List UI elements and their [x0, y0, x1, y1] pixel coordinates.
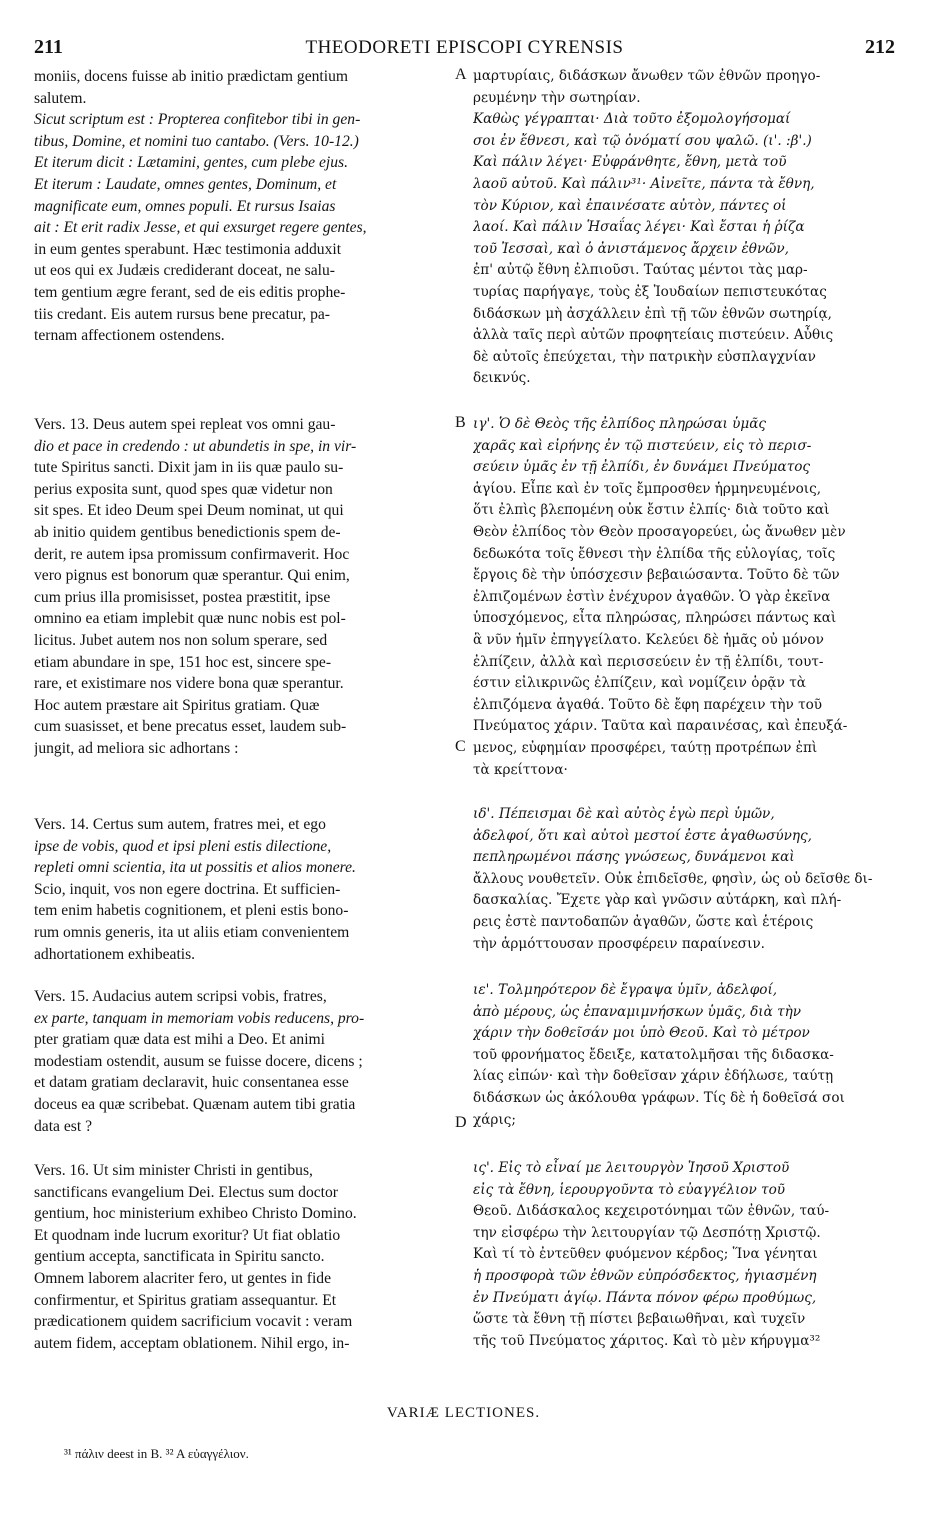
greek-line: την εἰσφέρω τὴν λειτουργίαν τῷ Δεσπότῃ Χριστῷ.	[473, 1224, 821, 1241]
latin-line: Et iterum : Laudate, omnes gentes, Dominum, et	[34, 175, 337, 193]
greek-line: λίας εἰπών· καὶ τὴν δοθεῖσαν χάριν ἐδήλωσε, ταύτῃ	[473, 1068, 834, 1085]
greek-line: λαοῦ αὐτοῦ. Καὶ πάλιν³¹· Αἰνεῖτε, πάντα τὰ ἔθνη,	[473, 175, 815, 192]
greek-line: ἐλπιζομένων ἐστὶν ἐνέχυρον ἀγαθῶν. Ὁ γὰρ ἐκεῖνα	[473, 588, 831, 605]
greek-line: μενος, εὐφημίαν προσφέρει, ταύτῃ προτρέπων ἐπὶ	[473, 739, 818, 756]
latin-line: Sicut scriptum est : Propterea confitebor tibi in gen-	[34, 111, 361, 129]
latin-line: doceus ea quæ scribebat. Quænam autem tibi gratia	[34, 1095, 356, 1113]
latin-line: Vers. 16. Ut sim minister Christi in gentibus,	[34, 1162, 313, 1179]
greek-line: τοῦ Ἰεσσαὶ, καὶ ὁ ἀνιστάμενος ἄρχειν ἐθνῶν,	[473, 240, 789, 257]
greek-line: ὅτι ἐλπὶς βλεπομένη οὐκ ἔστιν ἐλπίς· διὰ τοῦτο καὶ	[473, 502, 830, 519]
greek-line: ἃ νῦν ἡμῖν ἐπηγγείλατο. Κελεύει δὲ ἡμᾶς οὐ μόνον	[473, 631, 824, 648]
greek-line: Θεὸν ἐλπίδος τὸν Θεὸν προσαγορεύει, ὡς ἄνωθεν μὲν	[473, 523, 846, 540]
greek-line: έστιν εἰλικρινῶς ἐλπίζειν, καὶ νομίζειν ὁρᾷν τὰ	[473, 675, 806, 692]
greek-line: ἁγίου. Εἶπε καὶ ἐν τοῖς ἔμπροσθεν ἡρμηνευμένοις,	[473, 480, 822, 497]
latin-line: ab initio quidem gentibus benedictionis spem de-	[34, 523, 341, 541]
margin-marker-a: A	[455, 66, 467, 83]
greek-line: Καθὼς γέγραπται· Διὰ τοῦτο ἐξομολογήσομαί	[473, 111, 791, 128]
greek-line: σεύειν ὑμᾶς ἐν τῇ ἐλπίδι, ἐν δυνάμει Πνεύματος	[473, 459, 811, 476]
running-title: THEODORETI EPISCOPI CYRENSIS	[305, 37, 624, 58]
greek-line: τοῦ φρονήματος ἔδειξε, κατατολμῆσαι τῆς διδασκα-	[473, 1046, 834, 1063]
greek-line: ρεις ἐστὲ παντοδαπῶν ἀγαθῶν, ὥστε καὶ ἑτέροις	[473, 913, 814, 930]
greek-line: ιε'. Τολμηρότερον δὲ ἔγραψα ὑμῖν, ἀδελφοί,	[473, 982, 778, 998]
greek-block-2	[473, 414, 893, 781]
margin-marker-b: B	[455, 414, 466, 431]
greek-line: ὑποσχόμενος, εἶτα πληρώσας, πληρώσει πάντως καὶ	[473, 610, 837, 627]
latin-line: derit, re autem ipsa promissum confirmaverit. Hoc	[34, 545, 350, 563]
latin-line: perius exposita sunt, quod spes quæ videtur non	[34, 480, 333, 498]
latin-line: cum suasisset, et bene precatus esset, laudem sub-	[34, 718, 347, 736]
latin-block-3	[34, 814, 452, 965]
greek-line: τὸν Κύριον, καὶ ἐπαινέσατε αὐτὸν, πάντες οἱ	[473, 197, 787, 214]
greek-line: ἀδελφοί, ὅτι καὶ αὐτοὶ μεστοί ἐστε ἀγαθωσύνης,	[473, 827, 812, 844]
greek-line: διδάσκων ὡς ἀκόλουθα γράφων. Τίς δὲ ἡ δοθεῖσά σοι	[473, 1089, 845, 1106]
greek-line: δὲ αὐτοῖς ἐπεύχεται, τὴν πατρικὴν εὐσπλαγχνίαν	[473, 348, 816, 365]
greek-line: Θεοῦ. Διδάσκαλος κεχειροτόνημαι τῶν ἐθνῶν, ταύ-	[473, 1203, 830, 1220]
latin-line: Scio, inquit, vos non egere doctrina. Et sufficien-	[34, 880, 341, 898]
latin-line: moniis, docens fuisse ab initio prædictam gentium	[34, 68, 348, 85]
greek-line: τὰ κρείττονα·	[473, 761, 568, 778]
latin-line: Vers. 13. Deus autem spei repleat vos omni gau-	[34, 416, 336, 433]
greek-line: Πνεύματος χάριν. Ταῦτα καὶ παραινέσας, καὶ ἐπευξά-	[473, 718, 848, 735]
greek-line: σοι ἐν ἔθνεσι, καὶ τῷ ὀνόματί σου ψαλῶ. (ι'. :β'.)	[473, 132, 812, 149]
latin-line: repleti omni scientia, ita ut possitis et alios monere.	[34, 859, 356, 877]
latin-line: pter gratiam quæ data est mihi a Deo. Et animi	[34, 1031, 326, 1049]
variae-lectiones-heading: VARIÆ LECTIONES.	[386, 1405, 541, 1421]
greek-line: ἐλπίζειν, ἀλλὰ καὶ περισσεύειν ἐν τῇ ἐλπίδι, τουτ-	[473, 653, 824, 670]
greek-line: διδάσκων μὴ ἀσχάλλειν ἐπὶ τῇ τῶν ἐθνῶν σωτηρίᾳ,	[473, 305, 833, 322]
latin-line: licitus. Jubet autem nos non solum sperare, sed	[34, 631, 328, 649]
greek-line: ἀλλὰ ταῖς περὶ αὐτῶν προφητείαις πιστεύειν. Αὖθις	[473, 327, 834, 344]
greek-line: εἰς τὰ ἔθνη, ἱερουργοῦντα τὸ εὐαγγέλιον τοῦ	[473, 1181, 786, 1198]
latin-line: Vers. 14. Certus sum autem, fratres mei, et ego	[34, 816, 326, 833]
latin-line: rare, et existimare nos videre bona quæ sperantur.	[34, 675, 344, 693]
latin-line: Et quodnam inde lucrum exoritur? Ut fiat oblatio	[34, 1226, 341, 1244]
greek-line: λαοί. Καὶ πάλιν Ἡσαΐας λέγει· Καὶ ἔσται ἡ ῥίζα	[473, 219, 805, 236]
latin-line: Vers. 15. Audacius autem scripsi vobis, fratres,	[34, 988, 327, 1005]
latin-line: autem fidem, acceptam oblationem. Nihil ergo, in-	[34, 1334, 350, 1352]
latin-line: prædicationem quidem sacrificium vocavit : veram	[34, 1313, 353, 1331]
latin-block-4	[34, 986, 452, 1137]
latin-line: sanctificans evangelium Dei. Electus sum doctor	[34, 1183, 338, 1201]
greek-line: δασκαλίας. Ἔχετε γὰρ καὶ γνῶσιν αὐτάρκη, καὶ πλή-	[473, 892, 842, 909]
page-number-right: 212	[865, 36, 895, 58]
latin-line: ternam affectionem ostendens.	[34, 327, 225, 345]
greek-line: μαρτυρίαις, διδάσκων ἄνωθεν τῶν ἐθνῶν προηγο-	[473, 68, 821, 84]
latin-line: rum omnis generis, ita ut aliis etiam convenientem	[34, 923, 350, 941]
greek-line: ἀπὸ μέρους, ὡς ἐπαναμιμνήσκων ὑμᾶς, διὰ τὴν	[473, 1003, 802, 1020]
greek-line: ἐλπιζόμενα ἀγαθά. Τοῦτο δὲ ἔφη παρέχειν τὴν τοῦ	[473, 696, 823, 713]
latin-line: jungit, ad meliora sic adhortans :	[34, 739, 239, 757]
greek-block-4	[473, 980, 893, 1131]
footnote: ³¹ πάλιν deest in B. ³² A εὐαγγέλιον.	[64, 1446, 249, 1461]
latin-line: adhortationem exhibeatis.	[34, 945, 196, 963]
greek-line: πεπληρωμένοι πάσης γνώσεως, δυνάμενοι καὶ	[473, 849, 795, 866]
latin-block-2	[34, 414, 452, 760]
latin-line: ex parte, tanquam in memoriam vobis reducens, pro-	[34, 1009, 365, 1027]
greek-block-1	[473, 66, 893, 390]
margin-marker-d: D	[455, 1114, 467, 1131]
greek-line: Καὶ πάλιν λέγει· Εὐφράνθητε, ἔθνη, μετὰ τοῦ	[473, 154, 787, 171]
latin-line: ipse de vobis, quod et ipsi pleni estis dilectione,	[34, 837, 332, 855]
greek-line: ιδ'. Πέπεισμαι δὲ καὶ αὐτὸς ἐγὼ περὶ ὑμῶν,	[473, 806, 775, 822]
greek-line: ἐπ' αὐτῷ ἔθνη ἐλπιοῦσι. Ταύτας μέντοι τὰς μαρ-	[473, 262, 808, 279]
latin-line: Omnem laborem alacriter fero, ut gentes in fide	[34, 1269, 332, 1287]
latin-line: sit spes. Et ideo Deum spei Deum nominat, ut qui	[34, 502, 344, 520]
latin-line: ut eos qui ex Judæis crediderant doceat, ne salu-	[34, 262, 335, 280]
greek-block-5	[473, 1158, 893, 1352]
latin-line: tiis credant. Eis autem rursus bene precatur, pa-	[34, 305, 330, 323]
latin-line: ait : Et erit radix Jesse, et qui exsurget regere gentes,	[34, 219, 367, 237]
greek-line: ρευμένην τὴν σωτηρίαν.	[473, 89, 641, 106]
latin-line: Hoc autem præstare ait Spiritus gratiam. Quæ	[34, 696, 320, 714]
latin-line: cum prius illa promisisset, postea præstitit, ipse	[34, 588, 331, 606]
page-number-left: 211	[34, 36, 63, 58]
greek-line: ἄλλους νουθετεῖν. Οὐκ ἐπιδεῖσθε, φησὶν, ὡς οὐ δεῖσθε δι-	[473, 870, 873, 887]
greek-line: ιγ'. Ὁ δὲ Θεὸς τῆς ἐλπίδος πληρώσαι ὑμᾶς	[473, 416, 767, 432]
margin-marker-c: C	[455, 738, 466, 755]
greek-line: δεικνύς.	[473, 370, 531, 387]
latin-line: data est ?	[34, 1117, 93, 1135]
greek-line: ἔργοις δὲ τὴν ὑπόσχεσιν βεβαιώσαντα. Τοῦτο δὲ τῶν	[473, 567, 840, 584]
latin-line: dio et pace in credendo : ut abundetis in spe, in vir-	[34, 437, 357, 455]
latin-block-1	[34, 66, 452, 347]
latin-block-5	[34, 1160, 452, 1354]
latin-line: tute Spiritus sancti. Dixit jam in iis quæ paulo su-	[34, 459, 344, 477]
greek-line: Καὶ τί τὸ ἐντεῦθεν φυόμενον κέρδος; Ἵνα γένηται	[473, 1246, 818, 1263]
greek-line: τὴν ἁρμόττουσαν προσφέρειν παραίνεσιν.	[473, 935, 765, 952]
greek-line: ις'. Εἰς τὸ εἶναί με λειτουργὸν Ἰησοῦ Χριστοῦ	[473, 1160, 790, 1176]
greek-line: χάριν τὴν δοθεῖσάν μοι ὑπὸ Θεοῦ. Καὶ τὸ μέτρον	[473, 1025, 810, 1042]
latin-line: magnificate eum, omnes populi. Et rursus Isaias	[34, 197, 336, 215]
latin-line: tem gentium ægre ferant, sed de eis editis prophe-	[34, 283, 346, 301]
greek-line: χαρᾶς καὶ εἰρήνης ἐν τῷ πιστεύειν, εἰς τὸ περισ-	[473, 437, 812, 454]
greek-line: τῆς τοῦ Πνεύματος χάριτος. Καὶ τὸ μὲν κήρυγμα³²	[473, 1332, 821, 1349]
latin-line: gentium, hoc ministerium exhibeo Christo Domino.	[34, 1205, 357, 1223]
latin-line: in eum gentes sperabunt. Hæc testimonia adduxit	[34, 240, 342, 258]
greek-line: χάρις;	[473, 1111, 516, 1128]
latin-line: salutem.	[34, 89, 87, 107]
latin-line: Et iterum dicit : Lætamini, gentes, cum plebe ejus.	[34, 154, 348, 172]
running-header	[34, 36, 895, 62]
greek-line: ὥστε τὰ ἔθνη τῇ πίστει βεβαιωθῆναι, καὶ τυχεῖν	[473, 1311, 806, 1328]
greek-line: ἡ προσφορὰ τῶν ἐθνῶν εὐπρόσδεκτος, ἡγιασμένη	[473, 1267, 817, 1284]
latin-line: vero pignus est bonorum quæ sperantur. Qui enim,	[34, 567, 350, 585]
latin-line: confirmentur, et Spiritus gratiam assequantur. Et	[34, 1291, 337, 1309]
latin-line: tem enim habetis cognitionem, et pleni estis bono-	[34, 902, 349, 920]
latin-line: tibus, Domine, et nomini tuo cantabo. (Vers. 10-12.)	[34, 132, 359, 150]
latin-line: et datam gratiam declaravit, huic consentanea esse	[34, 1074, 349, 1092]
latin-line: modestiam ostendit, ausum se fuisse docere, dicens ;	[34, 1052, 363, 1070]
greek-block-3	[473, 804, 893, 955]
greek-line: τυρίας παρήγαγε, τοὺς ἐξ Ἰουδαίων πεπιστευκότας	[473, 283, 827, 300]
latin-line: omnino ea etiam implebit quæ nunc nobis est pol-	[34, 610, 346, 628]
latin-line: gentium accepta, sanctificata in Spiritu sancto.	[34, 1248, 325, 1266]
greek-line: ἐν Πνεύματι ἁγίῳ. Πάντα πόνον φέρω προθύμως,	[473, 1289, 817, 1306]
latin-line: etiam abundare in spe, 151 hoc est, sincere spe-	[34, 653, 332, 671]
greek-line: δεδωκότα τοῖς ἔθνεσι τὴν ἐλπίδα τῆς εὐλογίας, τοῖς	[473, 545, 836, 562]
